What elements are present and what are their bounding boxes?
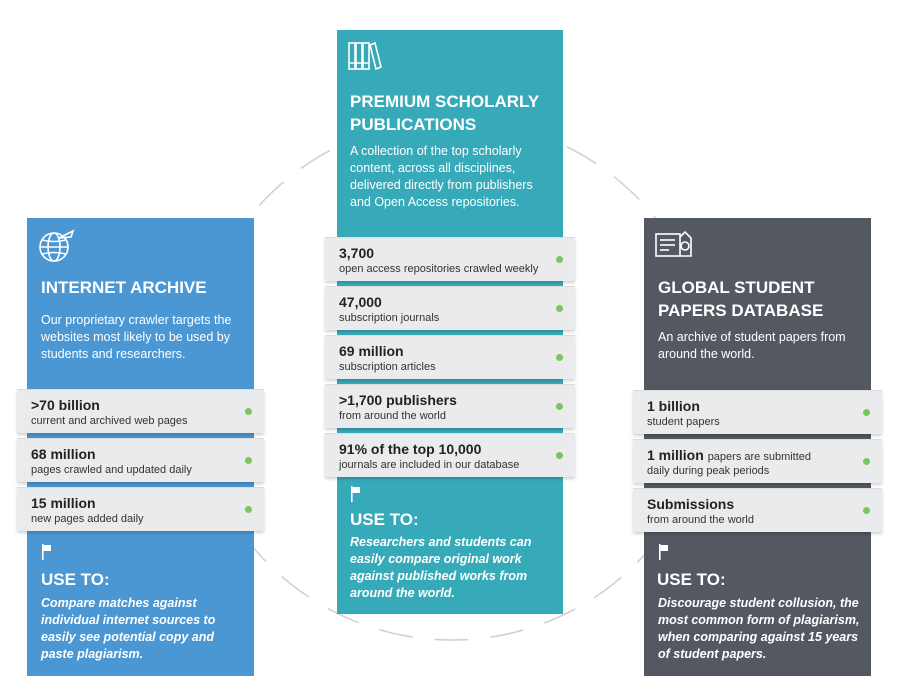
- stat-label: new pages added daily: [31, 513, 144, 525]
- internet-use-to-text: Compare matches against individual internet sources to easily see potential copy and paste plagiarism.: [41, 596, 216, 661]
- status-dot: [556, 403, 563, 410]
- stat-card: [17, 487, 264, 531]
- stat-card: [325, 384, 575, 428]
- flag-icon: [659, 544, 671, 560]
- stat-label: subscription journals: [339, 312, 440, 324]
- stat-value: 91% of the top 10,000: [339, 441, 482, 457]
- status-dot: [556, 452, 563, 459]
- stat-value: 47,000: [339, 294, 382, 310]
- status-dot: [863, 409, 870, 416]
- scholarly-title: PREMIUM SCHOLARLY PUBLICATIONS: [350, 92, 539, 134]
- stat-inline-label: papers are submitted: [707, 451, 812, 463]
- stat-label: daily during peak periods: [647, 465, 770, 477]
- stat-card: [17, 438, 264, 482]
- document-folder-icon: [655, 229, 693, 259]
- globe-icon: [37, 228, 77, 264]
- status-dot: [863, 458, 870, 465]
- stat-value: 1 billion: [647, 398, 700, 414]
- stat-value: >1,700 publishers: [339, 392, 457, 408]
- stat-card: [633, 439, 882, 483]
- stat-card: [325, 335, 575, 379]
- books-icon: [348, 41, 382, 71]
- internet-archive-stats: [17, 389, 264, 531]
- scholarly-description: A collection of the top scholarly content, across all disciplines, delivered directly from publishers and Open Access repositories.: [350, 144, 533, 209]
- stat-label: pages crawled and updated daily: [31, 464, 192, 476]
- stat-card: [325, 237, 575, 281]
- flag-icon: [42, 544, 54, 560]
- status-dot: [863, 507, 870, 514]
- stat-card: [17, 389, 264, 433]
- stat-value: 15 million: [31, 495, 96, 511]
- status-dot: [556, 354, 563, 361]
- stat-label: from around the world: [647, 514, 754, 526]
- student-papers-stats: [633, 390, 882, 532]
- scholarly-use-to-heading: USE TO:: [350, 510, 419, 529]
- student-papers-description: An archive of student papers from around the world.: [658, 330, 846, 361]
- status-dot: [245, 408, 252, 415]
- scholarly-use-to-text: Researchers and students can easily compare original work against published works from around the world.: [350, 535, 532, 600]
- stat-card: [633, 488, 882, 532]
- stat-label: from around the world: [339, 410, 446, 422]
- status-dot: [245, 457, 252, 464]
- stat-value: >70 billion: [31, 397, 100, 413]
- internet-archive-description: Our proprietary crawler targets the websites most likely to be used by students and researchers.: [41, 313, 232, 361]
- stat-label: journals are included in our database: [339, 459, 520, 471]
- stat-label: student papers: [647, 416, 720, 428]
- stat-label: subscription articles: [339, 361, 436, 373]
- internet-use-to-heading: USE TO:: [41, 570, 110, 589]
- flag-icon: [351, 486, 363, 502]
- status-dot: [245, 506, 252, 513]
- students-use-to-text: Discourage student collusion, the most common form of plagiarism, when comparing against 15 years of student papers.: [658, 596, 860, 661]
- internet-archive-title: INTERNET ARCHIVE: [41, 278, 207, 297]
- stat-value: 1 million: [647, 447, 704, 463]
- stat-label: open access repositories crawled weekly: [339, 263, 539, 275]
- status-dot: [556, 256, 563, 263]
- students-use-to-heading: USE TO:: [657, 570, 726, 589]
- stat-card: [325, 433, 575, 477]
- stat-card: [633, 390, 882, 434]
- stat-value: 69 million: [339, 343, 404, 359]
- student-papers-title: GLOBAL STUDENT PAPERS DATABASE: [658, 278, 824, 320]
- status-dot: [556, 305, 563, 312]
- stat-value: 3,700: [339, 245, 375, 261]
- stat-value: 68 million: [31, 446, 96, 462]
- scholarly-stats: [325, 237, 575, 477]
- stat-value-row: [647, 447, 811, 463]
- stat-label: current and archived web pages: [31, 415, 188, 427]
- stat-value: Submissions: [647, 496, 735, 512]
- stat-card: [325, 286, 575, 330]
